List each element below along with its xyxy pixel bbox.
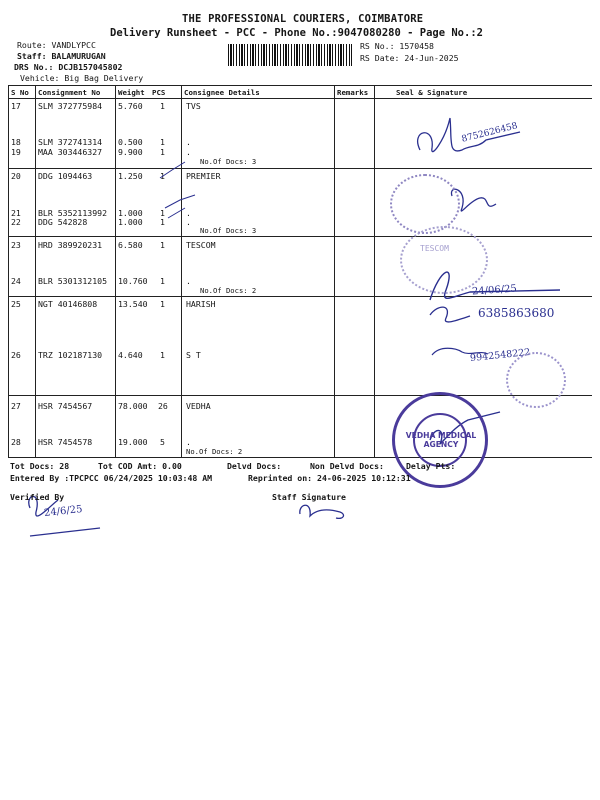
rs-date: RS Date: 24-Jun-2025: [360, 53, 459, 63]
col-header-seal: Seal & Signature: [396, 88, 468, 97]
row-consignment: BLR 5352113992: [38, 208, 108, 218]
row-weight: 1.000: [118, 217, 143, 227]
delay-points: Delay Pts:: [406, 461, 456, 471]
row-sno: 28: [11, 437, 21, 447]
faint-stamp: [390, 174, 460, 234]
row-consignee: .: [186, 437, 191, 447]
row-weight: 0.500: [118, 137, 143, 147]
row-sno: 26: [11, 350, 21, 360]
row-pcs: 1: [160, 171, 165, 181]
row-consignment: HSR 7454578: [38, 437, 93, 447]
col-header-remarks: Remarks: [337, 88, 369, 97]
row-consignee: TVS: [186, 101, 201, 111]
row-weight: 19.000: [118, 437, 148, 447]
row-sno: 18: [11, 137, 21, 147]
row-consignee: .: [186, 276, 191, 286]
row-consignee: S T: [186, 350, 201, 360]
reprinted-on: Reprinted on: 24-06-2025 10:12:31: [248, 473, 411, 483]
vedha-seal-text: VEDHA MEDICAL AGENCY: [405, 431, 477, 449]
row-sno: 25: [11, 299, 21, 309]
row-pcs: 1: [160, 137, 165, 147]
row-consignment: BLR 5301312105: [38, 276, 108, 286]
row-pcs: 1: [160, 101, 165, 111]
row-consignment: NGT 40146808: [38, 299, 98, 309]
row-weight: 13.540: [118, 299, 148, 309]
row-weight: 1.000: [118, 208, 143, 218]
row-pcs: 1: [160, 276, 165, 286]
row-sno: 23: [11, 240, 21, 250]
col-header-consignment: Consignment No: [38, 88, 101, 97]
vehicle-label: Vehicle: Big Bag Delivery: [20, 73, 144, 83]
row-consignee: TESCOM: [186, 240, 216, 250]
row-weight: 9.900: [118, 147, 143, 157]
row-pcs: 1: [160, 350, 165, 360]
row-sno: 19: [11, 147, 21, 157]
faint-stamp: [506, 352, 566, 408]
row-weight: 1.250: [118, 171, 143, 181]
row-sno: 17: [11, 101, 21, 111]
verified-by-label: Verified By: [10, 492, 65, 502]
row-sno: 21: [11, 208, 21, 218]
row-consignee: VEDHA: [186, 401, 211, 411]
doc-count: No.Of Docs: 3: [200, 226, 257, 235]
handwritten-phone: 6385863680: [478, 306, 555, 320]
runsheet-subtitle: Delivery Runsheet - PCC - Phone No.:9047080280 - Page No.:2: [110, 27, 483, 39]
row-sno: 27: [11, 401, 21, 411]
row-pcs: 5: [160, 437, 165, 447]
row-pcs: 1: [160, 147, 165, 157]
handwritten-number: 8752626458: [460, 121, 519, 145]
staff-label: Staff: BALAMURUGAN: [17, 51, 106, 61]
drs-number: DRS No.: DCJB157045802: [14, 62, 123, 72]
row-consignee: .: [186, 147, 191, 157]
col-header-consignee: Consignee Details: [184, 88, 260, 97]
row-consignee: PREMIER: [186, 171, 221, 181]
row-consignment: SLM 372775984: [38, 101, 103, 111]
row-consignment: SLM 372741314: [38, 137, 103, 147]
total-cod: Tot COD Amt: 0.00: [98, 461, 182, 471]
row-pcs: 1: [160, 299, 165, 309]
non-delivered-docs: Non Delvd Docs:: [310, 461, 384, 471]
row-consignee: .: [186, 217, 191, 227]
delivered-docs: Delvd Docs:: [227, 461, 282, 471]
row-pcs: 1: [160, 240, 165, 250]
company-title: THE PROFESSIONAL COURIERS, COIMBATORE: [182, 13, 424, 25]
row-consignment: MAA 303446327: [38, 147, 103, 157]
row-weight: 4.640: [118, 350, 143, 360]
row-weight: 78.000: [118, 401, 148, 411]
total-docs: Tot Docs: 28: [10, 461, 70, 471]
row-consignee: .: [186, 208, 191, 218]
tescom-stamp-text: TESCOM: [420, 244, 449, 253]
col-header-pcs: PCS: [152, 88, 166, 97]
row-weight: 6.580: [118, 240, 143, 250]
staff-signature-label: Staff Signature: [272, 492, 346, 502]
row-pcs: 1: [160, 217, 165, 227]
row-pcs: 1: [160, 208, 165, 218]
row-consignment: HRD 389920231: [38, 240, 103, 250]
rs-number: RS No.: 1570458: [360, 41, 434, 51]
row-pcs: 26: [158, 401, 168, 411]
col-header-sno: S No: [11, 88, 29, 97]
tescom-stamp: [400, 226, 488, 294]
row-consignment: TRZ 102187130: [38, 350, 103, 360]
handwritten-date: 24/06/25: [471, 283, 518, 298]
row-weight: 10.760: [118, 276, 148, 286]
entered-by: Entered By :TPCPCC 06/24/2025 10:03:48 AM: [10, 473, 213, 483]
row-consignment: HSR 7454567: [38, 401, 93, 411]
verified-date: 24/6/25: [43, 504, 84, 519]
row-sno: 24: [11, 276, 21, 286]
doc-count: No.Of Docs: 3: [200, 157, 257, 166]
doc-count: No.Of Docs: 2: [200, 286, 257, 295]
route-label: Route: VANDLYPCC: [17, 40, 96, 50]
row-consignee: .: [186, 137, 191, 147]
row-consignee: HARISH: [186, 299, 216, 309]
handwritten-phone: 9942548222: [469, 346, 531, 365]
row-sno: 20: [11, 171, 21, 181]
row-consignment: DDG 542828: [38, 217, 88, 227]
col-header-weight: Weight: [118, 88, 145, 97]
row-consignment: DDG 1094463: [38, 171, 93, 181]
doc-count: No.Of Docs: 2: [186, 447, 243, 456]
row-weight: 5.760: [118, 101, 143, 111]
row-sno: 22: [11, 217, 21, 227]
